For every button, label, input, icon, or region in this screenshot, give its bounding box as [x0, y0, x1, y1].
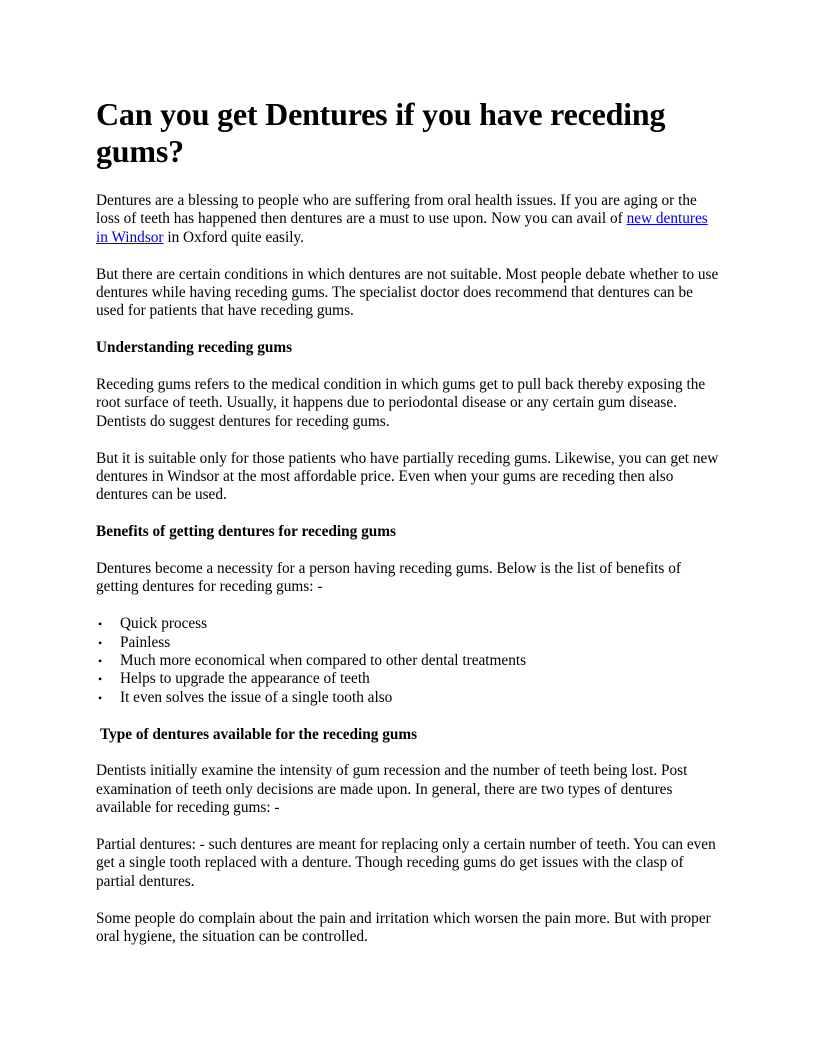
benefits-intro-paragraph: Dentures become a necessity for a person having receding gums. Below is the list of benefits of getting dentures for receding gums: - — [96, 560, 681, 596]
bullet-icon: • — [98, 617, 103, 632]
receding-definition-paragraph: Receding gums refers to the medical condition in which gums get to pull back thereby exposing the root surface of teeth. Usually, it happens due to periodontal disease or any certain gum disease. Dentists do suggest dentures for receding gums. — [96, 376, 706, 430]
benefits-list — [96, 615, 720, 707]
list-item — [96, 670, 720, 688]
bullet-icon: • — [98, 635, 103, 650]
list-item-text: It even solves the issue of a single tooth also — [120, 688, 393, 706]
list-item-text: Helps to upgrade the appearance of teeth — [120, 670, 370, 688]
section-heading-types: Type of dentures available for the receding gums — [100, 725, 418, 743]
intro-text: Dentures are a blessing to people who are suffering from oral health issues. If you are aging or the loss of teeth has happened then dentures are a must to use upon. Now you can avail of — [96, 192, 697, 228]
examination-paragraph: Dentists initially examine the intensity of gum recession and the number of teeth being lost. Post examination of teeth only decisions are made upon. In general, there are two types of dentures available for receding gums: - — [96, 762, 688, 817]
section-heading-understanding: Understanding receding gums — [96, 339, 293, 357]
list-item — [96, 615, 720, 633]
intro-text-end: in Oxford quite easily. — [163, 228, 304, 246]
list-item — [96, 634, 720, 652]
list-item-text: Quick process — [120, 615, 208, 633]
partial-suitability-paragraph: But it is suitable only for those patients who have partially receding gums. Likewise, you can get new dentures in Windsor at the most affordable price. Even when your gums are receding then also dentures can be used. — [96, 449, 719, 504]
bullet-icon: • — [98, 672, 103, 687]
new-dentures-windsor-link[interactable]: new dentures in Windsor — [96, 210, 708, 246]
partial-dentures-paragraph: Partial dentures: - such dentures are meant for replacing only a certain number of teeth. You can even get a single tooth replaced with a denture. Though receding gums do get issues with the clasp of partial dentures. — [96, 836, 716, 890]
list-item-text: Much more economical when compared to other dental treatments — [120, 652, 527, 670]
list-item — [96, 689, 720, 707]
bullet-icon: • — [98, 690, 103, 705]
list-item-text: Painless — [120, 633, 171, 651]
hygiene-paragraph: Some people do complain about the pain and irritation which worsen the pain more. But with proper oral hygiene, the situation can be controlled. — [96, 909, 711, 946]
conditions-paragraph: But there are certain conditions in which dentures are not suitable. Most people debate whether to use dentures while having receding gums. The specialist doctor does recommend that dentures can be used for patients that have receding gums. — [96, 265, 719, 320]
document-page — [96, 96, 720, 965]
intro-paragraph — [96, 192, 720, 247]
section-heading-benefits: Benefits of getting dentures for receding gums — [96, 523, 396, 541]
page-title: Can you get Dentures if you have receding gums? — [96, 96, 666, 169]
bullet-icon: • — [98, 654, 103, 669]
list-item — [96, 652, 720, 670]
